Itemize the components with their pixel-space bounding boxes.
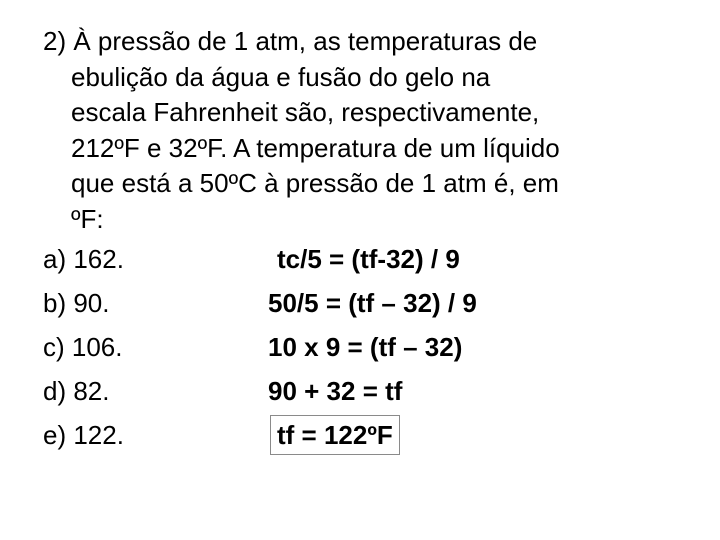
question-line: que está a 50ºC à pressão de 1 atm é, em	[71, 168, 559, 198]
final-answer-box: tf = 122ºF	[270, 415, 400, 455]
solution-step: 10 x 9 = (tf – 32)	[268, 332, 463, 362]
solution-step: 50/5 = (tf – 32) / 9	[268, 288, 477, 318]
answer-options	[43, 237, 124, 457]
question-line: ºF:	[71, 203, 104, 234]
solution-steps	[268, 237, 477, 457]
question-line: ebulição da água e fusão do gelo na	[71, 61, 491, 92]
question-line: escala Fahrenheit são, respectivamente,	[71, 97, 540, 127]
solution-step: 90 + 32 = tf	[268, 376, 403, 406]
option-d: d) 82.	[43, 376, 110, 406]
option-c: c) 106.	[43, 332, 123, 362]
solution-step: tc/5 = (tf-32) / 9	[277, 244, 460, 274]
option-a: a) 162.	[43, 244, 124, 274]
option-b: b) 90.	[43, 288, 110, 318]
question-line: 212ºF e 32ºF. A temperatura de um líquido	[71, 132, 560, 163]
question-text	[43, 24, 703, 237]
option-e: e) 122.	[43, 420, 124, 450]
question-line: 2) À pressão de 1 atm, as temperaturas de	[43, 26, 538, 56]
